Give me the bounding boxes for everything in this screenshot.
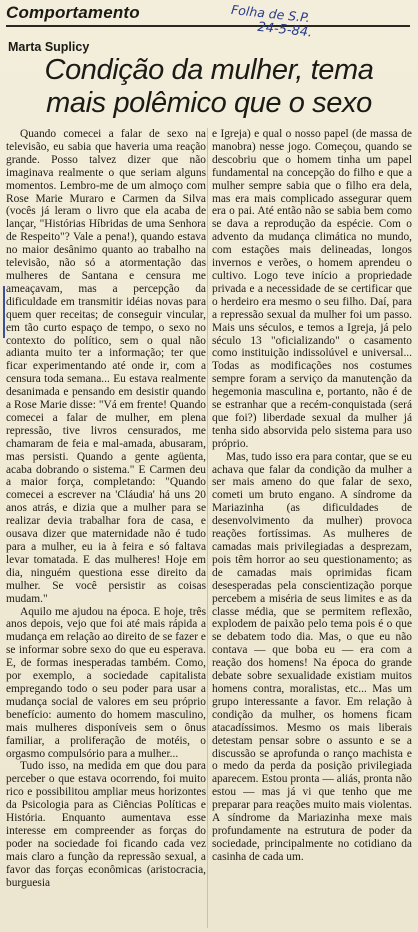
handwritten-date: 24-5-84. — [256, 19, 313, 41]
column-divider — [207, 128, 208, 928]
author-byline: Marta Suplicy — [8, 40, 90, 54]
paragraph: e Igreja) e qual o nosso papel (de massa de manobra) nesse jogo. Começou, quando se descobriu que o homem tinha um papel fundamental na concepção do filho e que a mulher sempre sabia que o filho era dela, mas era mais complicado assegurar quem era o pai. Até então não se sabia bem como se dava a reprodução da espécie. Com o advento da mudança climática no mundo, com estações mais delineadas, longos invernos e verões, o homem aprendeu o cultivo. Logo teve início a propriedade privada e a necessidade de se certificar que o herdeiro era mesmo o seu filho. Daí, para a repressão sexual da mulher foi um passo. Mais uns séculos, e temos a Igreja, já pelo século 13 "oficializando" o casamento como instituição indissolúvel e universal... Todas as modificações nos costumes sempre foram a serviço da manutenção da hegemonia masculina e, portanto, não é de se estranhar que a recém-conquistada (será que foi?) liberdade sexual da mulher já tenha sido absorvida pelo sistema para uso próprio. — [212, 128, 412, 450]
article-column-left — [6, 128, 206, 928]
headline-line-1: Condição da mulher, tema — [44, 54, 374, 86]
section-title: Comportamento — [6, 3, 140, 22]
margin-pen-mark — [3, 286, 5, 338]
article-headline — [6, 54, 412, 120]
paragraph: Tudo isso, na medida em que dou para perceber o que estava ocorrendo, foi muito rico e possibilitou ampliar meus horizontes da Psicologia para as Ciências Políticas e História. Enquanto aumentava esse interesse em compreender as forças do poder na sociedade foi ficando cada vez mais claro a função da repressão sexual, a favor das forças econômicas (aristocracia, burguesia — [6, 760, 206, 889]
headline-line-2: mais polêmico que o sexo — [46, 87, 372, 119]
handwritten-note — [229, 2, 315, 40]
paragraph: Aquilo me ajudou na época. E hoje, três anos depois, vejo que foi até mais rápida a mudança em relação ao direito de se fazer e se informar sobre sexo do que eu esperava. E, de formas inesperadas também. Como, por exemplo, a sociedade capitalista empregando todo o seu poder para usar a mudança social de valores em seu próprio benefício: aumento do homem masculino, mais mulheres disponíveis sem o ônus familiar, a proliferação de motéis, o orgasmo compulsório para a mulher... — [6, 605, 206, 760]
paragraph: Mas, tudo isso era para contar, que se eu achava que falar da condição da mulher a ser mais ameno do que falar de sexo, cometi um bruto engano. A síndrome da Mariazinha (as dificuldades de desenvolvimento da mulher) provoca reações fortíssimas. As mulheres de camadas mais privilegiadas a desprezam, pois têm horror ao seu questionamento; as de camadas mais oprimidas ficam desesperadas pela conscientização porque percebem a miséria de seus limites e as da classe média, que se permitem reflexão, explodem de paixão pelo tema pois é o que se debatem todo dia. Mas, o que eu não contava — que boba eu — era com a reação dos homens! Na época do grande debate sobre sexualidade existiam muitos homens contra, moralistas, etc... Mas um grupo interessante a favor. Em relação à condição da mulher, os homens ficam atacadíssimos. Mesmo os mais liberais detestam pensar sobre o assunto e se a discussão se aprofunda o ranço machista e o medo da perda da posição privilegiada aparecem. Estou pronta — aliás, pronta não estou — mas já vi que tenho que me preparar para reações muito mais violentas. A síndrome da Mariazinha mexe mais profundamente na estrutura de poder da sociedade, principalmente no cotidiano da casinha de cada um. — [212, 450, 412, 863]
top-rule — [6, 25, 410, 27]
article-column-right — [212, 128, 412, 928]
paragraph: Quando comecei a falar de sexo na televisão, eu sabia que haveria uma reação grande. Posso talvez dizer que não imaginava realmente o que seriam alguns momentos. Lembro-me de um almoço com Rose Marie Muraro e Carmen da Silva (vocês já leram o livro que ela acaba de lançar, "Histórias Híbridas de uma Senhora de Respeito"? Vale a pena!), quando estava no maior desânimo quanto ao trabalho na televisão, não só a atormentação das mulheres de Santana e censura me ameaçavam, mas a percepção da dificuldade em transmitir idéias novas para quem quer receitas; de conseguir vincular, em tão curto espaço de tempo, o sexo no contexto do político, sem o qual não adianta muito ter a informação; ter que ficar experimentando até onde ir, com a censura toda semana... Eu estava realmente desanimada e pensando em desistir quando a Rose Marie disse: "Vá em frente! Quando comecei a falar de mulher, em plena repressão, tive livros censurados, me chamaram de feia e mal-amada, abusaram, mas persisti. Quando a gente agüenta, acaba dobrando o sistema." E Carmen deu a maior força, completando: "Quando comecei a escrever na 'Cláudia' há uns 20 anos atrás, e dizia que a mulher para se realizar devia trabalhar fora de casa, e ousava dizer que maternidade não é tudo para a mulher, eu ia à feira e só faltava levar tomatada. E das mulheres! Hoje em dia, ninguém questiona esse direito da mulher. Se você persistir as coisas mudam." — [6, 128, 206, 605]
handwritten-source: Folha de S.P. — [230, 2, 311, 26]
